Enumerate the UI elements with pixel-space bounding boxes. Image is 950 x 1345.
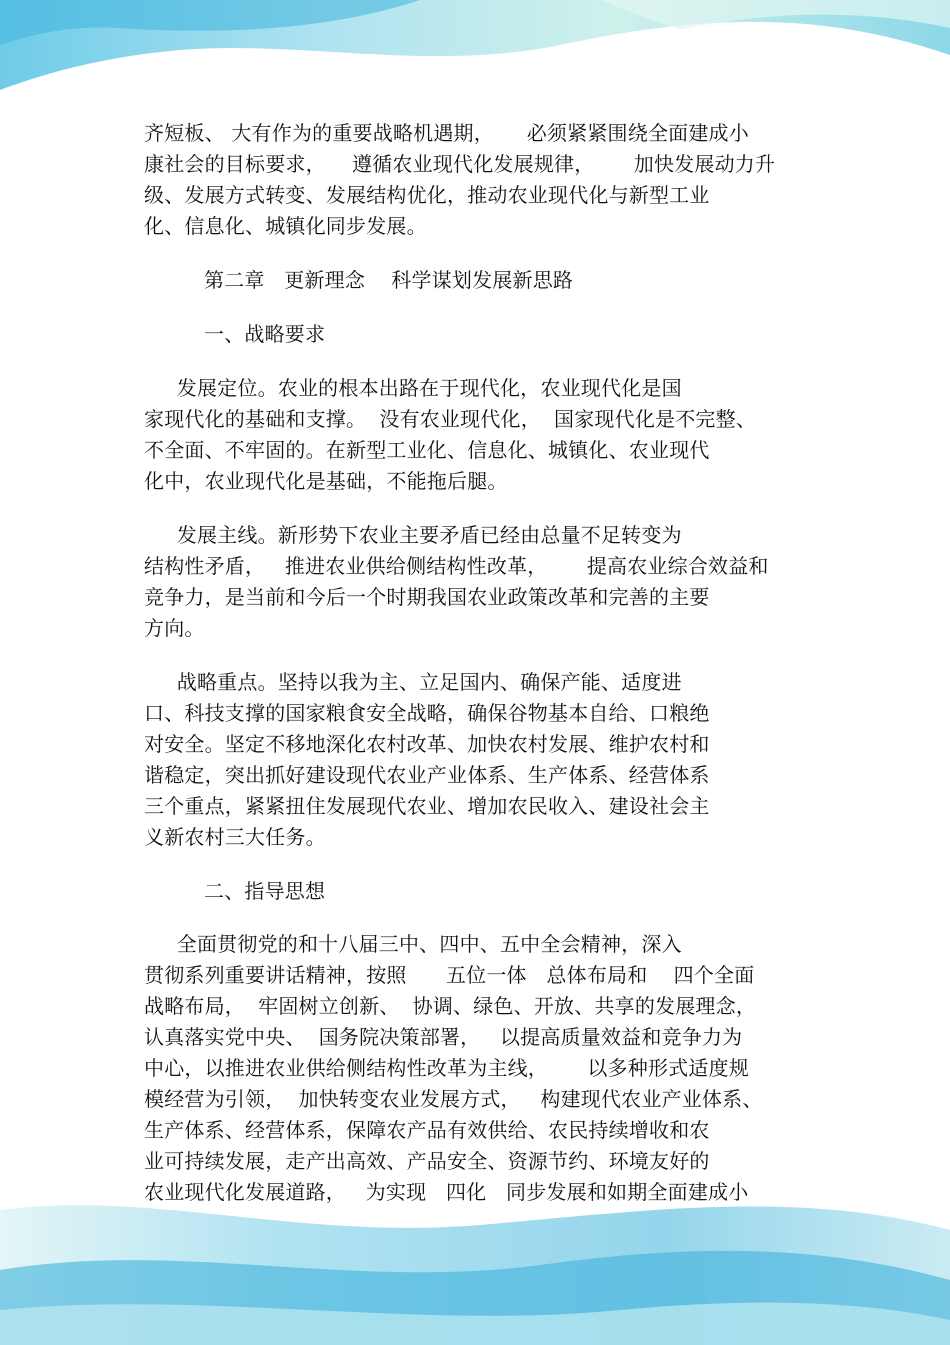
- text-line: 生产体系、经营体系，保障农产品有效供给、农民持续增收和农: [144, 1118, 710, 1142]
- section-heading-strategic-requirements: 一、战略要求: [204, 322, 326, 346]
- section-heading-guiding-ideology: 二、指导思想: [204, 879, 326, 903]
- text-line: 三个重点，紧紧扭住发展现代农业、增加农民收入、建设社会主: [144, 794, 710, 818]
- text-line: 义新农村三大任务。: [144, 825, 326, 849]
- text-line: 战略布局， 牢固树立创新、 协调、绿色、开放、共享的发展理念，: [144, 994, 757, 1018]
- text-line: 谐稳定，突出抓好建设现代农业产业体系、生产体系、经营体系: [144, 763, 710, 787]
- text-line: 方向。: [144, 616, 205, 640]
- text-line: 化、信息化、城镇化同步发展。: [144, 214, 427, 238]
- text-line: 模经营为引领， 加快转变农业发展方式， 构建现代农业产业体系、: [144, 1087, 763, 1111]
- paragraph-guiding-ideology: [144, 929, 804, 1208]
- text-line: 康社会的目标要求， 遵循农业现代化发展规律， 加快发展动力升: [144, 152, 776, 176]
- text-line: 中心，以推进农业供给侧结构性改革为主线， 以多种形式适度规: [144, 1056, 749, 1080]
- paragraph-strategic-focus: [144, 667, 804, 853]
- text-line: 战略重点。坚持以我为主、立足国内、确保产能、适度进: [144, 670, 682, 694]
- text-line: 发展主线。新形势下农业主要矛盾已经由总量不足转变为: [144, 523, 682, 547]
- text-line: 家现代化的基础和支撑。 没有农业现代化， 国家现代化是不完整、: [144, 407, 757, 431]
- text-line: 口、科技支撑的国家粮食安全战略，确保谷物基本自给、口粮绝: [144, 701, 710, 725]
- document-body: [144, 118, 804, 1208]
- text-line: 不全面、不牢固的。在新型工业化、信息化、城镇化、农业现代: [144, 438, 710, 462]
- text-line: 级、发展方式转变、发展结构优化，推动农业现代化与新型工业: [144, 183, 710, 207]
- chapter-heading: 第二章 更新理念 科学谋划发展新思路: [204, 268, 574, 292]
- text-line: 发展定位。农业的根本出路在于现代化，农业现代化是国: [144, 376, 682, 400]
- text-line: 全面贯彻党的和十八届三中、四中、五中全会精神，深入: [144, 932, 682, 956]
- text-line: 结构性矛盾， 推进农业供给侧结构性改革， 提高农业综合效益和: [144, 554, 769, 578]
- text-line: 化中，农业现代化是基础，不能拖后腿。: [144, 469, 508, 493]
- text-line: 业可持续发展，走产出高效、产品安全、资源节约、环境友好的: [144, 1149, 710, 1173]
- paragraph-development-mainline: [144, 520, 804, 644]
- text-line: 齐短板、 大有作为的重要战略机遇期， 必须紧紧围绕全面建成小: [144, 121, 749, 145]
- paragraph-development-positioning: [144, 373, 804, 497]
- text-line: 对安全。坚定不移地深化农村改革、加快农村发展、维护农村和: [144, 732, 710, 756]
- top-wave-decoration: [0, 0, 950, 110]
- text-line: 贯彻系列重要讲话精神，按照 五位一体 总体布局和 四个全面: [144, 963, 755, 987]
- paragraph-intro-continued: [144, 118, 804, 242]
- text-line: 竞争力，是当前和今后一个时期我国农业政策改革和完善的主要: [144, 585, 710, 609]
- text-line: 农业现代化发展道路， 为实现 四化 同步发展和如期全面建成小: [144, 1180, 749, 1204]
- text-line: 认真落实党中央、 国务院决策部署， 以提高质量效益和竞争力为: [144, 1025, 743, 1049]
